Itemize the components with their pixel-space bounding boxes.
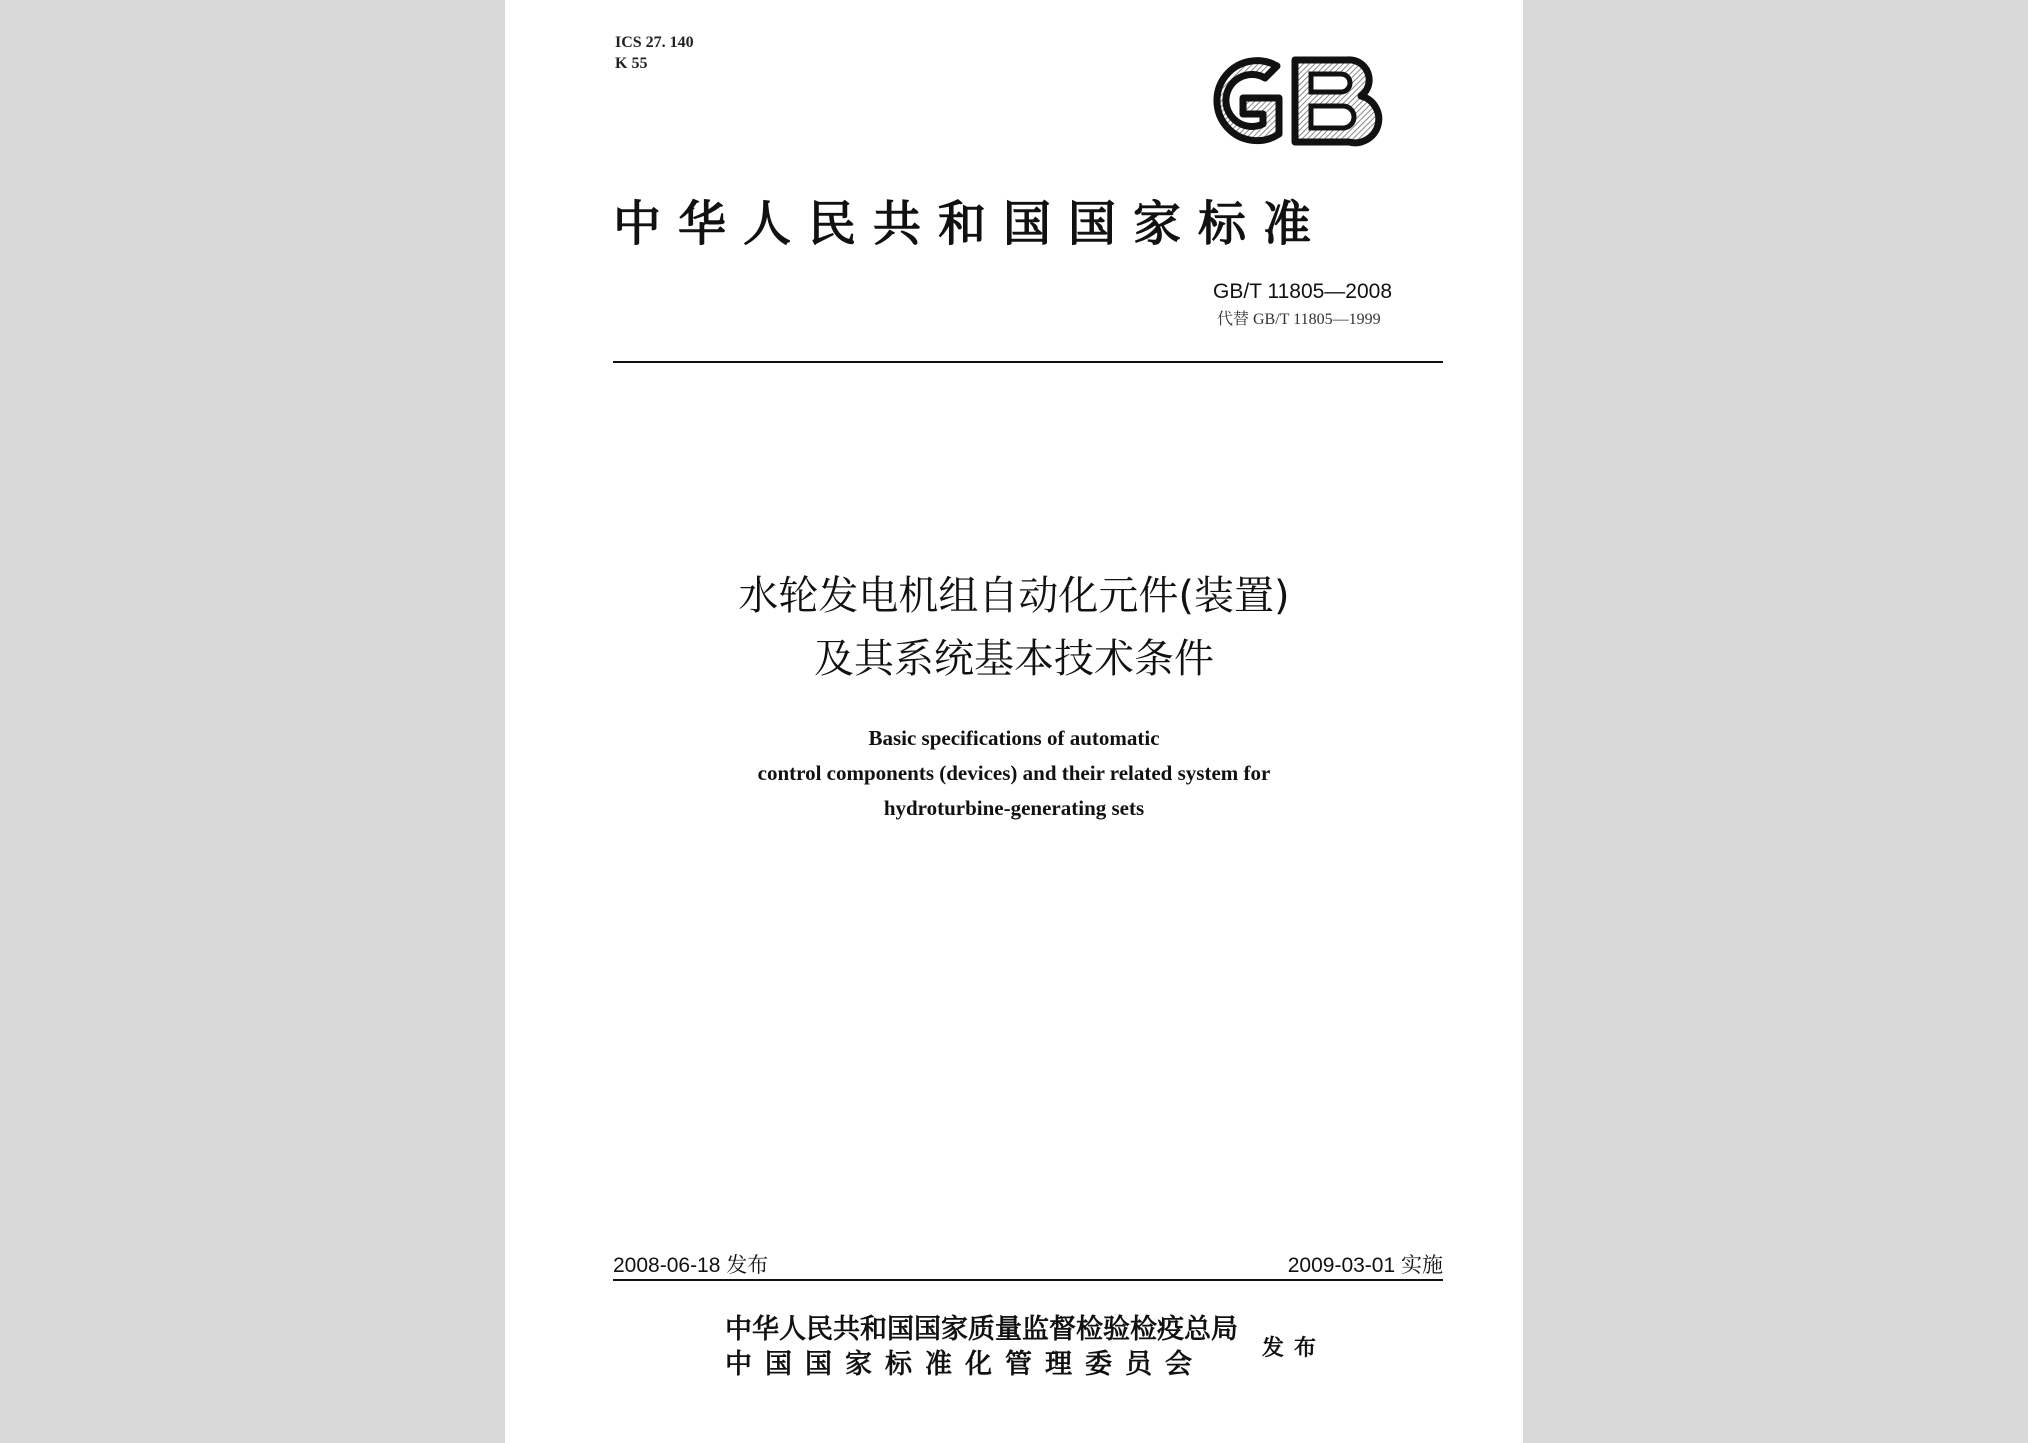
issue-word: 发布 bbox=[1262, 1335, 1327, 1361]
chinese-title-line-1: 水轮发电机组自动化元件(装置) bbox=[738, 573, 1290, 619]
footer-divider bbox=[613, 1279, 1443, 1281]
english-title-line-1: Basic specifications of automatic bbox=[868, 726, 1160, 750]
issuer-line-1: 中华人民共和国国家质量监督检验检疫总局 bbox=[725, 1314, 1238, 1345]
issuer-line-2: 中国国家标准化管理委员会 bbox=[725, 1349, 1205, 1380]
standard-number: GB/T 11805—2008 bbox=[1213, 280, 1393, 303]
english-title bbox=[505, 721, 1523, 826]
english-title-line-2: control components (devices) and their related system for bbox=[757, 761, 1271, 785]
classification-code: K 55 bbox=[615, 55, 648, 72]
ics-code: ICS 27. 140 bbox=[615, 34, 694, 51]
issue-date: 2008-06-18 发布 bbox=[613, 1254, 769, 1277]
english-title-line-3: hydroturbine-generating sets bbox=[883, 796, 1145, 820]
document-page bbox=[505, 0, 1523, 1443]
header-divider bbox=[613, 361, 1443, 363]
issuing-authorities bbox=[725, 1312, 1238, 1382]
national-standard-title: 中华人民共和国国家标准 bbox=[613, 196, 1329, 252]
chinese-title-line-2: 及其系统基本技术条件 bbox=[814, 636, 1214, 682]
chinese-title bbox=[505, 565, 1523, 691]
gb-logo bbox=[1185, 46, 1385, 156]
replaces-standard: 代替 GB/T 11805—1999 bbox=[1217, 311, 1381, 328]
ics-codes bbox=[615, 32, 694, 74]
implementation-date: 2009-03-01 实施 bbox=[1287, 1254, 1443, 1277]
